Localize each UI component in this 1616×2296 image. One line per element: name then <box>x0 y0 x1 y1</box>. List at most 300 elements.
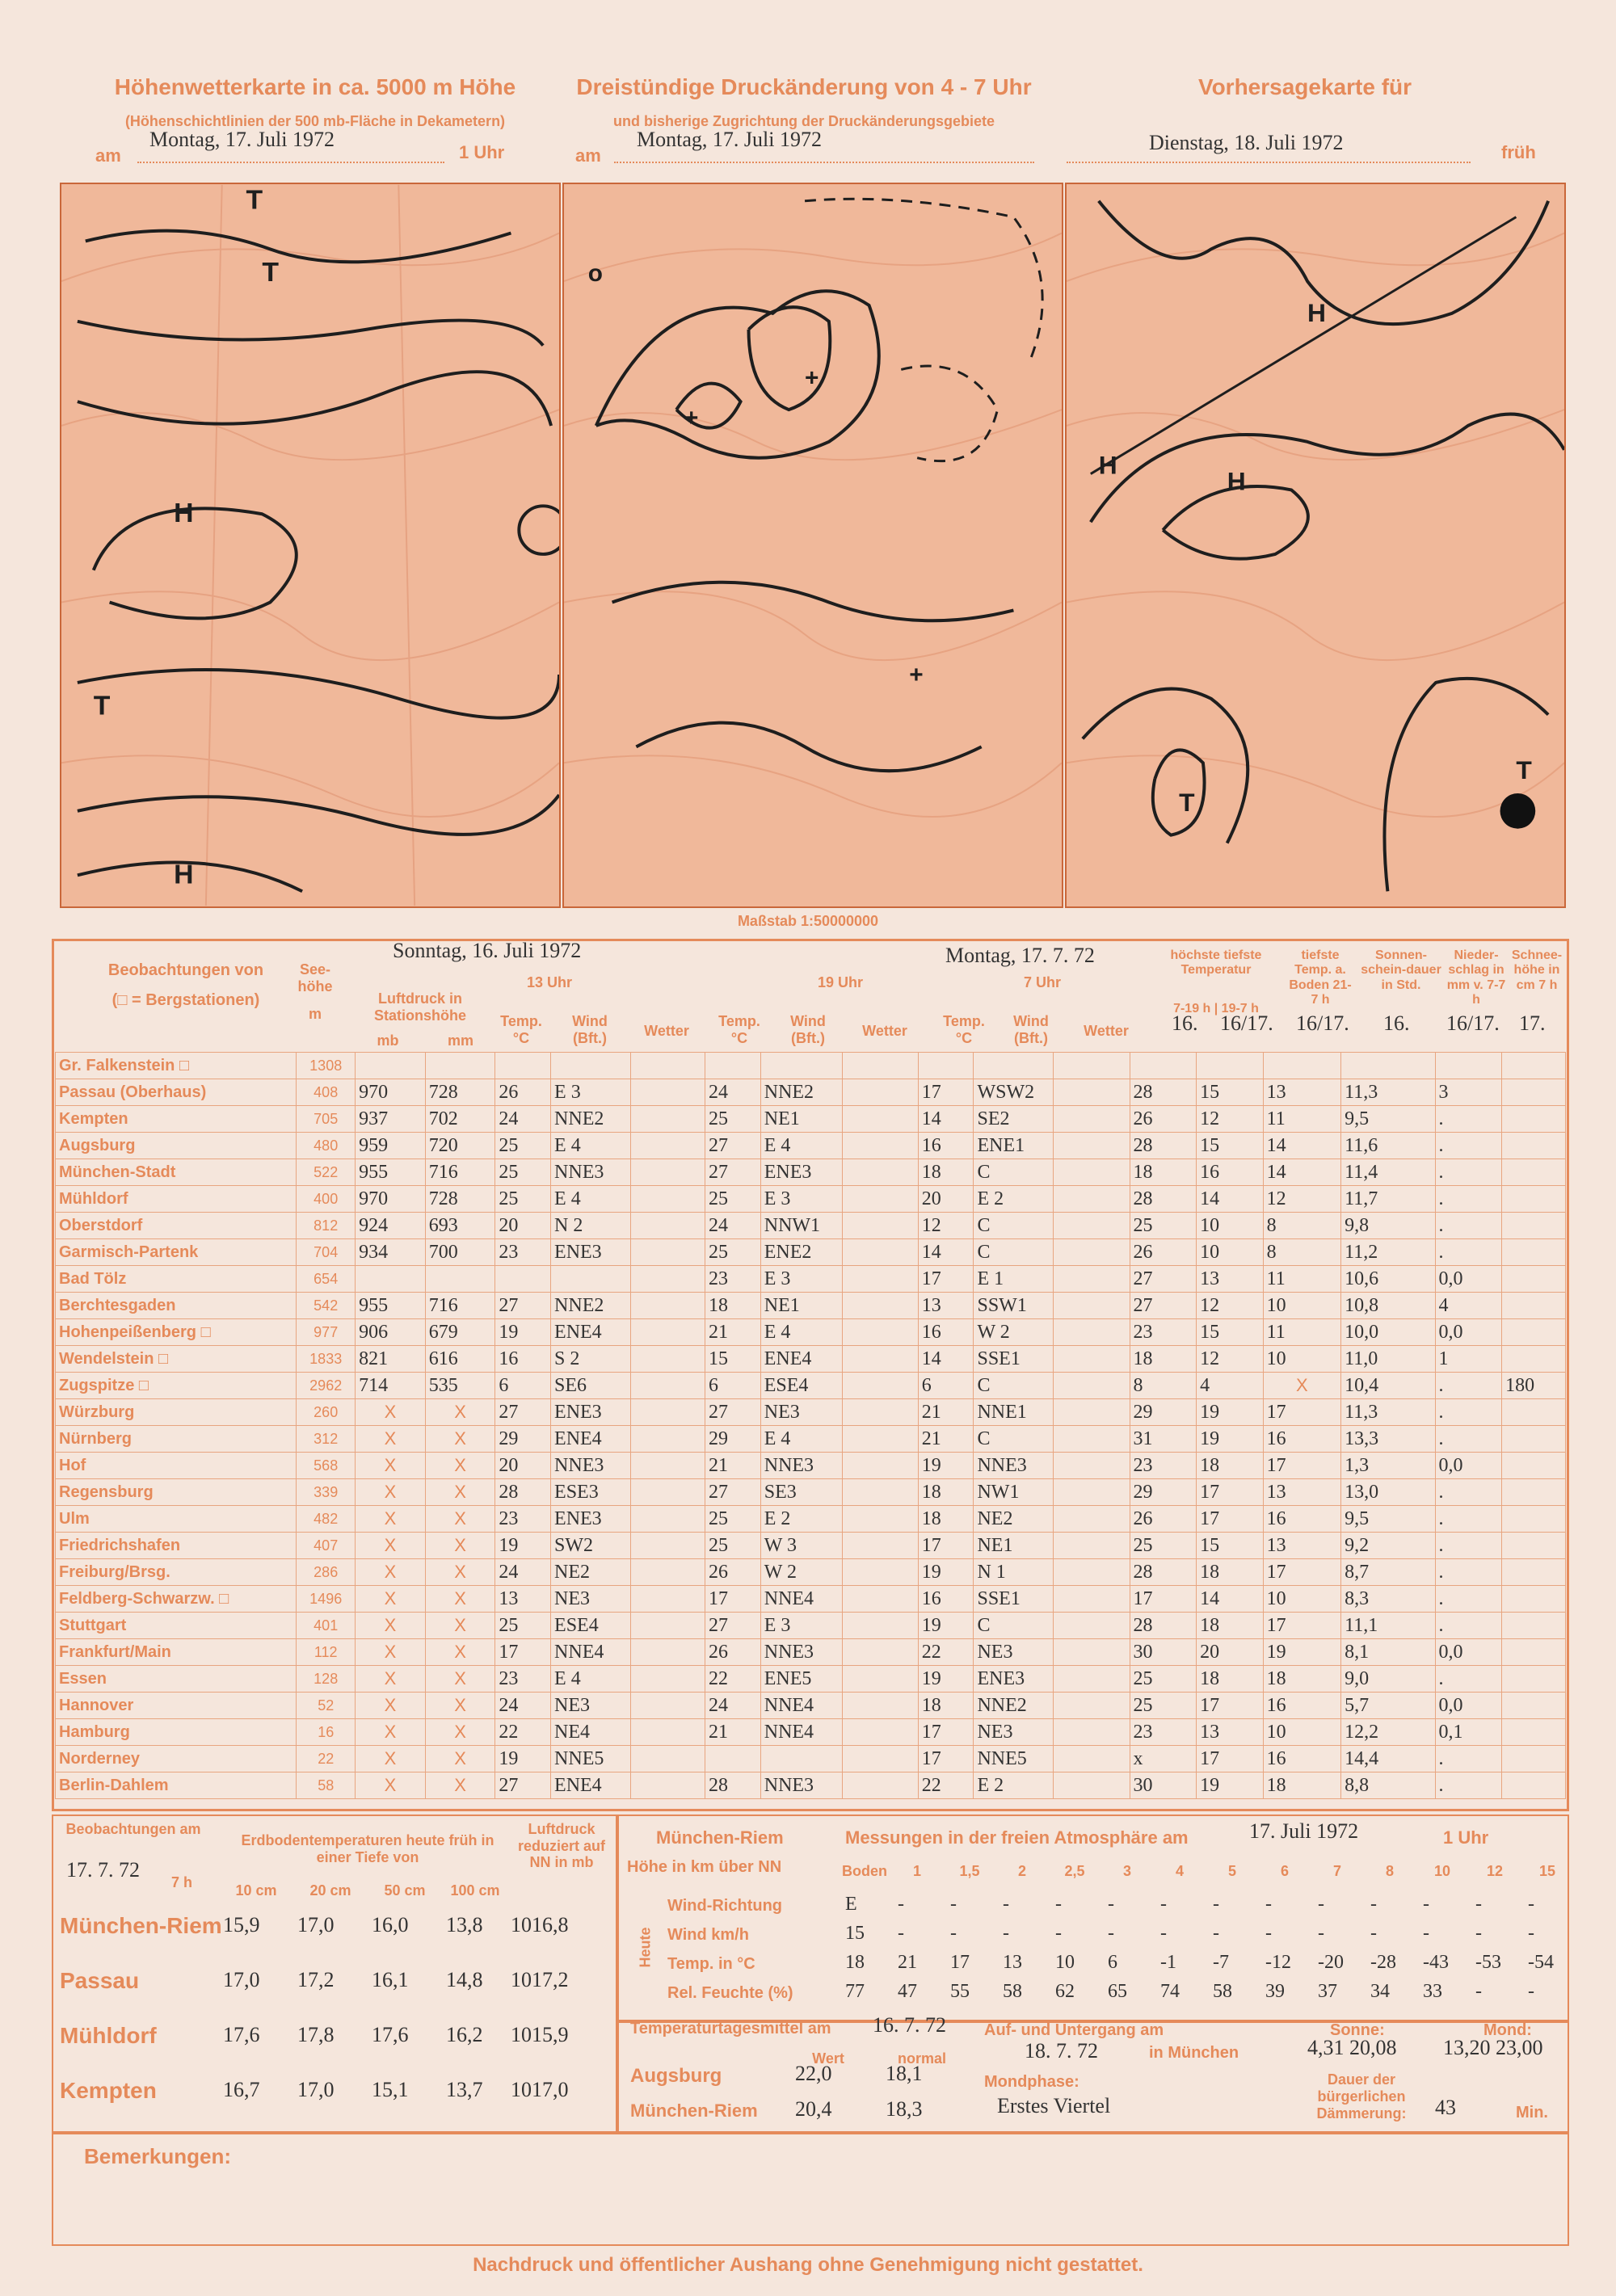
station-w7: NE3 <box>974 1639 1054 1666</box>
station-mm: 720 <box>425 1133 495 1159</box>
weather-symbol <box>1054 1666 1130 1693</box>
weather-symbol <box>630 1453 705 1479</box>
station-schnee: 180 <box>1502 1373 1566 1399</box>
station-t13: 17 <box>495 1639 551 1666</box>
station-max: 26 <box>1130 1106 1197 1133</box>
svg-text:+: + <box>909 661 924 688</box>
station-sonne: 11,0 <box>1341 1346 1435 1373</box>
station-schnee <box>1502 1586 1566 1613</box>
station-nied: 3 <box>1435 1079 1502 1106</box>
upper-value: - <box>1528 1923 1534 1944</box>
station-name: Passau (Oberhaus) <box>56 1079 297 1106</box>
station-mb: 714 <box>356 1373 426 1399</box>
station-height: 260 <box>297 1399 356 1426</box>
station-nied: . <box>1435 1559 1502 1586</box>
station-w13: N 2 <box>551 1213 631 1239</box>
weather-symbol <box>630 1133 705 1159</box>
station-name: Garmisch-Partenk <box>56 1239 297 1266</box>
station-height: 654 <box>297 1266 356 1293</box>
station-t13 <box>495 1053 551 1079</box>
mittel-normal-0: 18,1 <box>886 2062 923 2085</box>
station-t13: 19 <box>495 1319 551 1346</box>
station-w7 <box>974 1053 1054 1079</box>
station-t13: 23 <box>495 1666 551 1693</box>
station-t7: 20 <box>918 1186 974 1213</box>
station-w13: NE4 <box>551 1719 631 1746</box>
station-w7: NNE2 <box>974 1693 1054 1719</box>
soil-city: München-Riem <box>60 1913 222 1938</box>
station-boden: 11 <box>1263 1266 1340 1293</box>
station-boden: 17 <box>1263 1453 1340 1479</box>
station-boden: X <box>1263 1373 1340 1399</box>
station-sonne: 14,4 <box>1341 1746 1435 1772</box>
station-schnee <box>1502 1266 1566 1293</box>
station-row <box>56 1373 1566 1399</box>
station-t7: 17 <box>918 1746 974 1772</box>
station-mm: X <box>425 1772 495 1799</box>
station-boden: 11 <box>1263 1106 1340 1133</box>
map1-time: 1 Uhr <box>459 142 505 162</box>
weather-symbol <box>1054 1213 1130 1239</box>
station-nied: 0,0 <box>1435 1266 1502 1293</box>
station-mb: X <box>356 1506 426 1533</box>
station-w13: ENE4 <box>551 1319 631 1346</box>
station-name: Ulm <box>56 1506 297 1533</box>
station-row <box>56 1159 1566 1186</box>
svg-text:T: T <box>1179 787 1195 817</box>
station-t19 <box>705 1053 761 1079</box>
station-sonne: 11,4 <box>1341 1159 1435 1186</box>
svg-text:H: H <box>1307 297 1327 327</box>
station-mm: X <box>425 1719 495 1746</box>
station-min: 15 <box>1197 1533 1264 1559</box>
soil-pressure: 1017,2 <box>511 1968 569 1991</box>
daemmerung-val: 43 <box>1435 2096 1456 2119</box>
station-schnee <box>1502 1346 1566 1373</box>
soil-depth-20: 20 cm <box>309 1882 351 1899</box>
station-t19: 27 <box>705 1159 761 1186</box>
upper-height: 6 <box>1280 1863 1289 1879</box>
station-mb: 934 <box>356 1239 426 1266</box>
station-mm: 616 <box>425 1346 495 1373</box>
upper-row-label: Temp. in °C <box>667 1955 755 1973</box>
station-row <box>56 1746 1566 1772</box>
station-name: Würzburg <box>56 1399 297 1426</box>
weather-symbol <box>1054 1719 1130 1746</box>
station-t13: 19 <box>495 1746 551 1772</box>
soil-temp: 17,0 <box>223 1968 260 1991</box>
station-schnee <box>1502 1693 1566 1719</box>
station-w13: NE3 <box>551 1586 631 1613</box>
weather-symbol <box>842 1453 918 1479</box>
station-t19: 27 <box>705 1479 761 1506</box>
station-t7: 13 <box>918 1293 974 1319</box>
station-schnee <box>1502 1213 1566 1239</box>
station-schnee <box>1502 1613 1566 1639</box>
station-boden: 16 <box>1263 1746 1340 1772</box>
station-t19: 27 <box>705 1613 761 1639</box>
upper-value: 34 <box>1370 1981 1390 2002</box>
station-min: 17 <box>1197 1693 1264 1719</box>
station-schnee <box>1502 1239 1566 1266</box>
svg-text:T: T <box>93 690 111 721</box>
upper-value: - <box>1003 1923 1009 1944</box>
weather-symbol <box>842 1772 918 1799</box>
station-mb: X <box>356 1479 426 1506</box>
station-name: Bad Tölz <box>56 1266 297 1293</box>
station-sonne: 8,1 <box>1341 1639 1435 1666</box>
station-sonne: 8,3 <box>1341 1586 1435 1613</box>
obs-luftdruck: Luftdruck in Stationshöhe <box>373 990 466 1024</box>
obs-sonne: Sonnen-schein-dauer in Std. <box>1361 948 1441 992</box>
station-t19: 28 <box>705 1772 761 1799</box>
station-mb: 906 <box>356 1319 426 1346</box>
station-w19: ENE3 <box>760 1159 842 1186</box>
station-t7: 21 <box>918 1426 974 1453</box>
weather-symbol <box>1054 1133 1130 1159</box>
station-min: 13 <box>1197 1266 1264 1293</box>
weather-symbol <box>630 1559 705 1586</box>
station-boden: 18 <box>1263 1666 1340 1693</box>
station-min: 13 <box>1197 1719 1264 1746</box>
mondphase-label: Mondphase: <box>984 2073 1079 2091</box>
station-sonne: 9,8 <box>1341 1213 1435 1239</box>
station-max: 30 <box>1130 1639 1197 1666</box>
upper-value: - <box>1213 1894 1219 1915</box>
obs-nieder: Nieder-schlag in mm v. 7-7 h <box>1446 948 1506 1007</box>
station-t7: 21 <box>918 1399 974 1426</box>
station-t7: 17 <box>918 1266 974 1293</box>
soil-temp: 17,0 <box>297 1913 335 1936</box>
station-max: 31 <box>1130 1426 1197 1453</box>
weather-symbol <box>630 1106 705 1133</box>
sun-title: Auf- und Untergang am <box>984 2021 1164 2039</box>
station-max: 26 <box>1130 1506 1197 1533</box>
station-height: 1496 <box>297 1586 356 1613</box>
weather-symbol <box>630 1213 705 1239</box>
upper-value: - <box>950 1923 957 1944</box>
station-w13: NE2 <box>551 1559 631 1586</box>
station-min: 10 <box>1197 1213 1264 1239</box>
weather-symbol <box>1054 1586 1130 1613</box>
station-w7: WSW2 <box>974 1079 1054 1106</box>
station-min: 17 <box>1197 1746 1264 1772</box>
mittel-date: 16. 7. 72 <box>873 2013 946 2037</box>
station-mb: X <box>356 1746 426 1772</box>
station-t13: 6 <box>495 1373 551 1399</box>
obs-date-boden: 16/17. <box>1296 1011 1349 1035</box>
station-mm: X <box>425 1533 495 1559</box>
weather-symbol <box>1054 1693 1130 1719</box>
upper-value: -43 <box>1423 1952 1449 1973</box>
soil-temp: 16,1 <box>372 1968 409 1991</box>
station-w7: C <box>974 1426 1054 1453</box>
station-boden: 14 <box>1263 1159 1340 1186</box>
station-boden: 10 <box>1263 1293 1340 1319</box>
station-w7: ENE1 <box>974 1133 1054 1159</box>
station-row <box>56 1399 1566 1426</box>
soil-temp: 17,8 <box>297 2023 335 2046</box>
weather-symbol <box>842 1293 918 1319</box>
station-nied: 0,0 <box>1435 1319 1502 1346</box>
station-max <box>1130 1053 1197 1079</box>
station-t7: 18 <box>918 1479 974 1506</box>
station-w19: W 3 <box>760 1533 842 1559</box>
station-mb: X <box>356 1639 426 1666</box>
soil-temp: 14,8 <box>446 1968 483 1991</box>
upper-value: -20 <box>1318 1952 1344 1973</box>
upper-value: 15 <box>845 1923 865 1944</box>
station-nied: 0,0 <box>1435 1453 1502 1479</box>
observations-table <box>55 1052 1566 1799</box>
mittel-city-0: Augsburg <box>630 2065 722 2087</box>
station-t7: 17 <box>918 1533 974 1559</box>
station-w7: NNE5 <box>974 1746 1054 1772</box>
obs-7h: 7 Uhr <box>1023 974 1061 990</box>
station-height: 704 <box>297 1239 356 1266</box>
sun-mond: Mond: <box>1483 2021 1532 2039</box>
station-mb: X <box>356 1453 426 1479</box>
upper-value: 10 <box>1055 1952 1075 1973</box>
station-mb: X <box>356 1559 426 1586</box>
station-name: Frankfurt/Main <box>56 1639 297 1666</box>
upper-value: 13 <box>1003 1952 1022 1973</box>
map2-date: Montag, 17. Juli 1972 <box>637 128 822 151</box>
upper-value: 21 <box>898 1952 917 1973</box>
station-w7: NE2 <box>974 1506 1054 1533</box>
station-t7: 17 <box>918 1079 974 1106</box>
station-sonne <box>1341 1053 1435 1079</box>
station-t7: 14 <box>918 1106 974 1133</box>
soil-date: 17. 7. 72 <box>66 1858 140 1882</box>
station-height: 1308 <box>297 1053 356 1079</box>
station-t13: 24 <box>495 1693 551 1719</box>
station-mm: 679 <box>425 1319 495 1346</box>
station-w7: C <box>974 1613 1054 1639</box>
upper-time: 1 Uhr <box>1443 1827 1489 1848</box>
forecast-contours <box>1067 184 1564 906</box>
station-height: 52 <box>297 1693 356 1719</box>
weather-symbol <box>1054 1426 1130 1453</box>
station-schnee <box>1502 1506 1566 1533</box>
station-height: 1833 <box>297 1346 356 1373</box>
weather-symbol <box>1054 1772 1130 1799</box>
station-name: Kempten <box>56 1106 297 1133</box>
obs-date-sonne: 16. <box>1383 1011 1410 1035</box>
upper-value: - <box>1055 1894 1062 1915</box>
weather-symbol <box>842 1613 918 1639</box>
station-t7: 19 <box>918 1453 974 1479</box>
station-w13: NNE3 <box>551 1453 631 1479</box>
station-t7: 22 <box>918 1772 974 1799</box>
station-w19: NNE2 <box>760 1079 842 1106</box>
station-max: 29 <box>1130 1399 1197 1426</box>
station-w19: ESE4 <box>760 1373 842 1399</box>
station-schnee <box>1502 1453 1566 1479</box>
station-name: Norderney <box>56 1746 297 1772</box>
station-schnee <box>1502 1399 1566 1426</box>
upper-date: 17. Juli 1972 <box>1249 1819 1359 1843</box>
station-min <box>1197 1053 1264 1079</box>
station-schnee <box>1502 1533 1566 1559</box>
weather-maps <box>60 183 1566 908</box>
svg-text:T: T <box>262 257 280 288</box>
weather-symbol <box>630 1533 705 1559</box>
station-max: 28 <box>1130 1079 1197 1106</box>
station-mb: X <box>356 1399 426 1426</box>
weather-symbol <box>842 1426 918 1453</box>
weather-symbol <box>630 1346 705 1373</box>
station-t19: 24 <box>705 1693 761 1719</box>
station-boden <box>1263 1053 1340 1079</box>
station-t13: 27 <box>495 1293 551 1319</box>
station-min: 18 <box>1197 1613 1264 1639</box>
station-nied: . <box>1435 1613 1502 1639</box>
station-boden: 10 <box>1263 1586 1340 1613</box>
station-w13: ENE4 <box>551 1426 631 1453</box>
soil-temp: 17,6 <box>223 2023 260 2046</box>
station-mm: 693 <box>425 1213 495 1239</box>
station-row <box>56 1293 1566 1319</box>
weather-symbol <box>842 1746 918 1772</box>
station-sonne: 8,7 <box>1341 1559 1435 1586</box>
upper-height: 1,5 <box>959 1863 980 1879</box>
obs-date-nied: 16/17. <box>1446 1011 1500 1035</box>
upper-value: - <box>1370 1923 1377 1944</box>
station-nied: . <box>1435 1746 1502 1772</box>
map2-title: Dreistündige Druckänderung von 4 - 7 Uhr <box>576 74 1032 99</box>
station-t7: 19 <box>918 1666 974 1693</box>
station-w19: NNE4 <box>760 1693 842 1719</box>
station-t7: 18 <box>918 1506 974 1533</box>
station-nied: 4 <box>1435 1293 1502 1319</box>
station-w19: NE1 <box>760 1293 842 1319</box>
upper-value: 6 <box>1108 1952 1117 1973</box>
station-schnee <box>1502 1079 1566 1106</box>
station-row <box>56 1693 1566 1719</box>
station-height: 339 <box>297 1479 356 1506</box>
sun-sonne-val: 4,31 20,08 <box>1307 2036 1397 2059</box>
mittel-wert-1: 20,4 <box>795 2097 832 2121</box>
station-t19: 21 <box>705 1319 761 1346</box>
station-max: 28 <box>1130 1559 1197 1586</box>
svg-text:T: T <box>246 184 263 216</box>
upper-value: - <box>1528 1981 1534 2002</box>
remarks-frame <box>52 2133 1569 2246</box>
weather-symbol <box>1054 1239 1130 1266</box>
obs-wetter-7: Wetter <box>1084 1023 1129 1039</box>
station-t19: 18 <box>705 1293 761 1319</box>
obs-mb: mb <box>377 1032 399 1049</box>
upper-value: - <box>1265 1923 1272 1944</box>
station-name: Hof <box>56 1453 297 1479</box>
obs-19h: 19 Uhr <box>817 974 864 990</box>
station-row <box>56 1079 1566 1106</box>
remarks-label: Bemerkungen: <box>84 2144 232 2168</box>
weather-symbol <box>1054 1053 1130 1079</box>
station-w13: E 3 <box>551 1079 631 1106</box>
weather-symbol <box>1054 1479 1130 1506</box>
station-height: 22 <box>297 1746 356 1772</box>
station-mb: X <box>356 1772 426 1799</box>
station-name: Wendelstein □ <box>56 1346 297 1373</box>
weather-symbol <box>1054 1319 1130 1346</box>
station-max: 25 <box>1130 1666 1197 1693</box>
station-sonne: 9,0 <box>1341 1666 1435 1693</box>
station-t7: 6 <box>918 1373 974 1399</box>
station-row <box>56 1319 1566 1346</box>
station-t7: 18 <box>918 1693 974 1719</box>
station-mm: X <box>425 1746 495 1772</box>
weather-symbol <box>842 1479 918 1506</box>
station-t7: 22 <box>918 1639 974 1666</box>
svg-text:+: + <box>805 364 819 392</box>
station-w19: E 3 <box>760 1266 842 1293</box>
soil-pressure-head: Luftdruck reduziert auf NN in mb <box>517 1821 606 1871</box>
station-w7: E 2 <box>974 1772 1054 1799</box>
mittel-wert: Wert <box>812 2050 844 2067</box>
upper-air-contours <box>61 184 559 906</box>
mittel-normal-1: 18,3 <box>886 2097 923 2121</box>
station-schnee <box>1502 1479 1566 1506</box>
station-min: 15 <box>1197 1133 1264 1159</box>
station-w7: C <box>974 1373 1054 1399</box>
station-height: 522 <box>297 1159 356 1186</box>
station-row <box>56 1506 1566 1533</box>
upper-height: Boden <box>842 1863 887 1879</box>
station-w13: NNE2 <box>551 1293 631 1319</box>
weather-symbol <box>1054 1186 1130 1213</box>
station-w7: N 1 <box>974 1559 1054 1586</box>
station-nied <box>1435 1053 1502 1079</box>
station-min: 18 <box>1197 1453 1264 1479</box>
upper-value: - <box>1475 1981 1482 2002</box>
footer-note: Nachdruck und öffentlicher Aushang ohne Genehmigung nicht gestattet. <box>473 2254 1143 2276</box>
station-t13: 27 <box>495 1772 551 1799</box>
station-t19: 27 <box>705 1399 761 1426</box>
weather-symbol <box>630 1746 705 1772</box>
sun-mond-val: 13,20 23,00 <box>1443 2036 1543 2059</box>
weather-symbol <box>1054 1159 1130 1186</box>
obs-date-schnee: 17. <box>1519 1011 1546 1035</box>
station-mm: X <box>425 1666 495 1693</box>
station-mb: X <box>356 1719 426 1746</box>
station-mm: 716 <box>425 1293 495 1319</box>
station-nied: . <box>1435 1213 1502 1239</box>
station-t13: 29 <box>495 1426 551 1453</box>
station-height: 480 <box>297 1133 356 1159</box>
station-w13: NNE5 <box>551 1746 631 1772</box>
upper-value: 74 <box>1160 1981 1180 2002</box>
station-w19: ENE4 <box>760 1346 842 1373</box>
station-mm: 700 <box>425 1239 495 1266</box>
station-min: 18 <box>1197 1559 1264 1586</box>
weather-symbol <box>1054 1533 1130 1559</box>
station-t13: 25 <box>495 1613 551 1639</box>
station-name: Hohenpeißenberg □ <box>56 1319 297 1346</box>
station-boden: 13 <box>1263 1479 1340 1506</box>
weather-symbol <box>630 1613 705 1639</box>
weather-symbol <box>1054 1106 1130 1133</box>
station-w13 <box>551 1053 631 1079</box>
station-w13: NE3 <box>551 1693 631 1719</box>
station-nied: . <box>1435 1186 1502 1213</box>
station-sonne: 11,6 <box>1341 1133 1435 1159</box>
station-t19: 25 <box>705 1106 761 1133</box>
soil-time: 7 h <box>170 1874 192 1890</box>
station-name: Zugspitze □ <box>56 1373 297 1399</box>
station-sonne: 13,3 <box>1341 1426 1435 1453</box>
